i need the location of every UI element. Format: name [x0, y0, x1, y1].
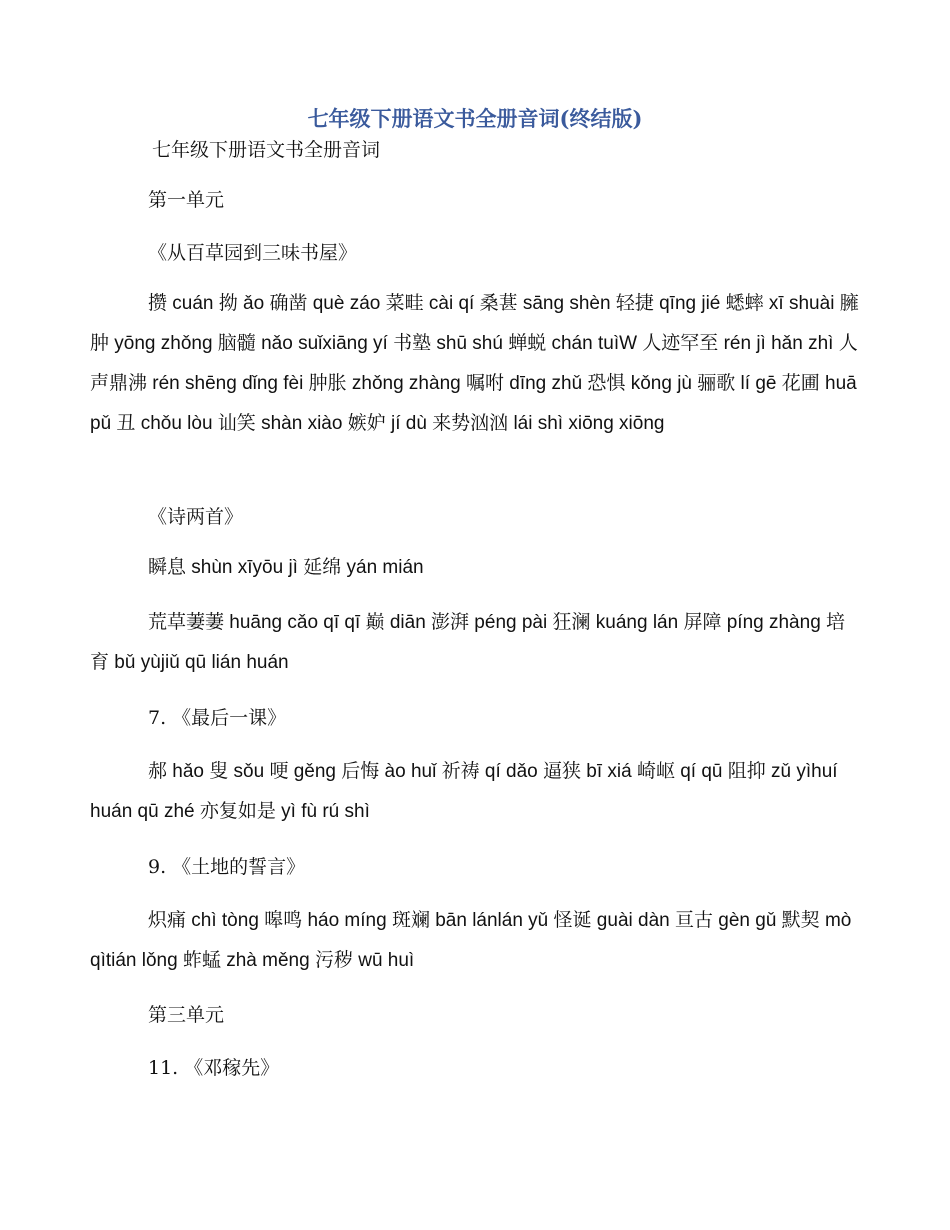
vocab-paragraph: 郝 hǎo 叟 sǒu 哽 gěng 后悔 ào huǐ 祈祷 qí dǎo 逼狭 bī xiá 崎岖 qí qū 阻抑 zǔ yìhuí huán qū zhé 亦复如是 yì fù rú shì: [90, 761, 838, 822]
unit-heading: 第三单元: [148, 1004, 225, 1026]
lesson-heading: 11. 《邓稼先》: [148, 1057, 280, 1079]
document-title: 七年级下册语文书全册音词(终结版): [307, 106, 643, 131]
vocab-paragraph: 攒 cuán 拗 ǎo 确凿 què záo 菜畦 cài qí 桑葚 sāng shèn 轻捷 qīng jié 蟋蟀 xī shuài 臃肿 yōng zhǒng 脑髓 nǎo suǐxiāng yí 书塾 shū shú 蝉蜕 chán tuìW 人迹罕至 rén jì hǎn zhì 人声鼎沸 rén shēng dǐng fèi 肿胀 zhǒng zhàng 嘱咐 dīng zhǔ 恐惧 kǒng jù 骊歌 lí gē 花圃 huā pǔ 丑 chǒu lòu 讪笑 shàn xiào 嫉妒 jí dù 来势汹汹 lái shì xiōng xiōng: [90, 293, 859, 434]
lesson-heading: 7. 《最后一课》: [148, 707, 287, 729]
lesson-heading: 《诗两首》: [148, 506, 244, 528]
document-subtitle: 七年级下册语文书全册音词: [152, 139, 381, 161]
lesson-heading: 《从百草园到三味书屋》: [148, 242, 358, 264]
unit-heading: 第一单元: [148, 189, 225, 211]
vocab-paragraph: 荒草萋萋 huāng cǎo qī qī 巅 diān 澎湃 péng pài 狂澜 kuáng lán 屏障 píng zhàng 培育 bǔ yùjiǔ qū lián huán: [90, 612, 846, 673]
vocab-paragraph: 瞬息 shùn xīyōu jì 延绵 yán mián: [148, 557, 424, 578]
vocab-paragraph: 炽痛 chì tòng 嗥鸣 háo míng 斑斓 bān lánlán yǔ 怪诞 guài dàn 亘古 gèn gǔ 默契 mò qìtián lǒng 蚱蜢 zhà měng 污秽 wū huì: [90, 910, 852, 971]
lesson-heading: 9. 《土地的誓言》: [148, 856, 306, 878]
